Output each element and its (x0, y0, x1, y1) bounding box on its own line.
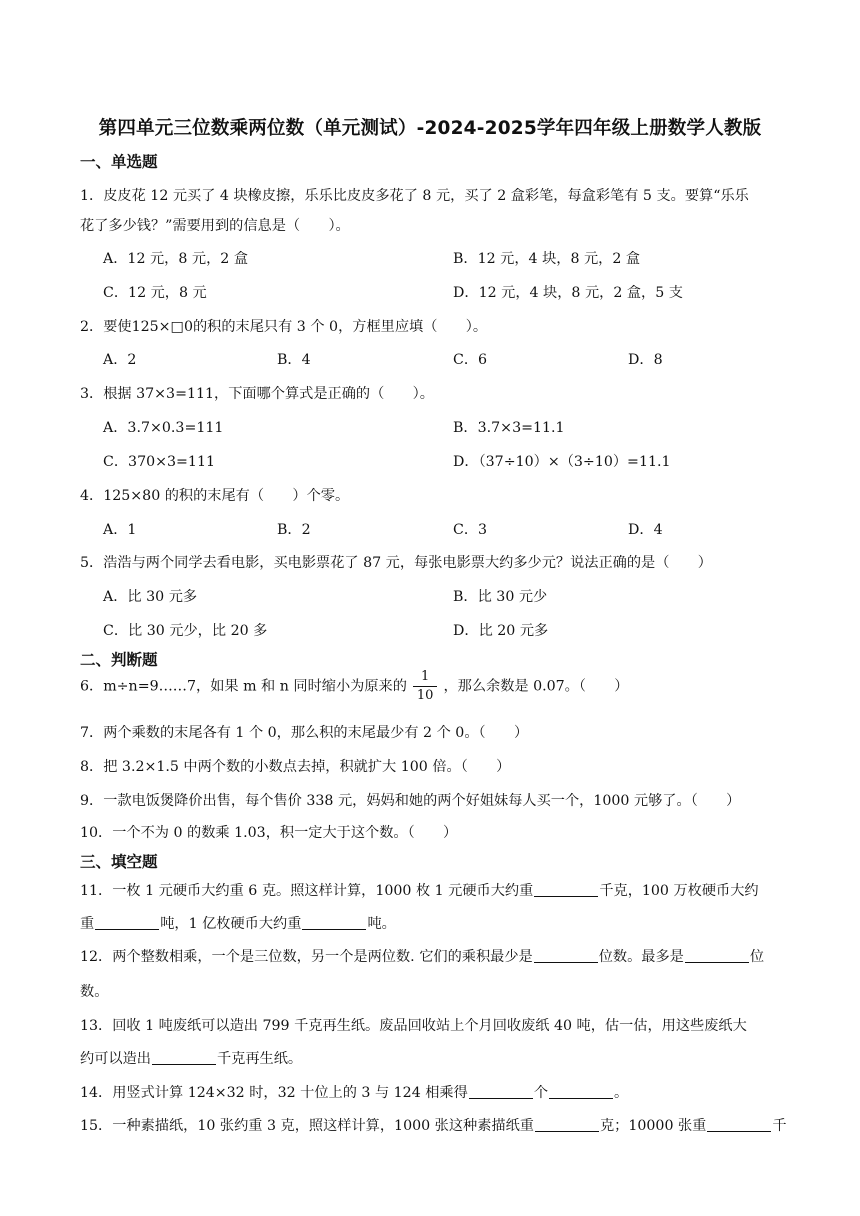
question-11-text-d: 吨，1 亿枚硬币大约重 (160, 916, 302, 932)
question-2-option-a[interactable]: A．2 (103, 352, 137, 368)
question-13-line1: 13．回收 1 吨废纸可以造出 799 千克再生纸。废品回收站上个月回收废纸 40 吨，估一估，用这些废纸大 (80, 1018, 747, 1034)
question-5-text: 5．浩浩与两个同学去看电影，买电影票花了 87 元，每张电影票大约多少元？说法正确的是（ ） (80, 555, 712, 571)
question-4-option-d[interactable]: D．4 (628, 522, 663, 538)
question-5-option-b[interactable]: B．比 30 元少 (453, 589, 548, 605)
question-6-text-before: 6．m÷n=9……7，如果 m 和 n 同时缩小为原来的 (80, 678, 407, 695)
answer-blank[interactable] (469, 1085, 533, 1099)
answer-blank[interactable] (152, 1051, 216, 1065)
question-11-text-c: 重 (80, 916, 95, 932)
question-2-option-d[interactable]: D．8 (628, 352, 663, 368)
question-1-option-a[interactable]: A．12 元，8 元，2 盒 (103, 251, 249, 267)
answer-blank[interactable] (685, 949, 749, 963)
question-11-text-b: 千克，100 万枚硬币大约 (599, 883, 759, 899)
question-12-text-a: 12．两个整数相乘，一个是三位数，另一个是两位数. 它们的乘积最少是 (80, 949, 533, 965)
question-7-text: 7．两个乘数的末尾各有 1 个 0，那么积的末尾最少有 2 个 0。（ ） (80, 725, 529, 741)
question-3-option-d[interactable]: D．（37÷10）×（3÷10）=11.1 (453, 454, 671, 470)
question-10-text: 10．一个不为 0 的数乘 1.03，积一定大于这个数。（ ） (80, 825, 458, 841)
question-15-text-a: 15．一种素描纸，10 张约重 3 克，照这样计算，1000 张这种素描纸重 (80, 1118, 534, 1134)
question-12-text-b: 位数。最多是 (598, 949, 684, 965)
question-6 (80, 668, 629, 705)
question-14-text-c: 。 (614, 1085, 629, 1101)
question-4-text: 4．125×80 的积的末尾有（ ）个零。 (80, 488, 350, 504)
question-1-text-line1: 1．皮皮花 12 元买了 4 块橡皮擦，乐乐比皮皮多花了 8 元，买了 2 盒彩笔，每盒彩笔有 5 支。要算“乐乐 (80, 188, 749, 204)
question-12-text-c: 位 (749, 949, 765, 965)
answer-blank[interactable] (302, 916, 366, 930)
answer-blank[interactable] (534, 949, 598, 963)
question-2-option-c[interactable]: C．6 (453, 352, 488, 368)
question-6-text-after: ，那么余数是 0.07。（ ） (443, 678, 629, 695)
fraction-denominator: 10 (416, 688, 434, 703)
question-1-option-d[interactable]: D．12 元，4 块，8 元，2 盒，5 支 (453, 285, 683, 301)
question-4-option-b[interactable]: B．2 (277, 522, 311, 538)
question-14-text-b: 个 (533, 1085, 549, 1101)
question-3-text: 3．根据 37×3=111，下面哪个算式是正确的（ ）。 (80, 386, 434, 402)
section-heading-true-false: 二、判断题 (80, 651, 158, 669)
page-title: 第四单元三位数乘两位数（单元测试）-2024-2025学年四年级上册数学人教版 (98, 118, 762, 139)
question-2-text: 2．要使125×□0的积的末尾只有 3 个 0，方框里应填（ ）。 (80, 319, 488, 335)
question-2-option-b[interactable]: B．4 (277, 352, 311, 368)
question-4-option-c[interactable]: C．3 (453, 522, 488, 538)
section-heading-fill-in: 三、填空题 (80, 853, 158, 871)
question-4-option-a[interactable]: A．1 (103, 522, 137, 538)
question-1-option-c[interactable]: C．12 元，8 元 (103, 285, 207, 301)
question-14-line (80, 1082, 628, 1102)
question-11-text-e: 吨。 (367, 916, 396, 932)
question-15-text-b: 克；10000 张重 (599, 1118, 707, 1134)
section-heading-single-choice: 一、单选题 (80, 153, 158, 171)
question-11-line1 (80, 880, 759, 900)
question-15-text-c: 千 (772, 1118, 787, 1134)
question-15-line (80, 1115, 787, 1135)
question-14-text-a: 14．用竖式计算 124×32 时，32 十位上的 3 与 124 相乘得 (80, 1085, 468, 1101)
question-11-line2 (80, 913, 396, 933)
question-5-option-d[interactable]: D．比 20 元多 (453, 623, 549, 639)
question-13-text-c: 千克再生纸。 (216, 1051, 303, 1067)
answer-blank[interactable] (707, 1118, 771, 1132)
question-5-option-c[interactable]: C．比 30 元少，比 20 多 (103, 623, 268, 639)
answer-blank[interactable] (534, 883, 598, 897)
question-3-option-b[interactable]: B．3.7×3=11.1 (453, 420, 565, 436)
question-11-text-a: 11．一枚 1 元硬币大约重 6 克。照这样计算，1000 枚 1 元硬币大约重 (80, 883, 534, 899)
question-1-text-line2: 花了多少钱？”需要用到的信息是（ ）。 (80, 218, 350, 234)
question-3-option-a[interactable]: A．3.7×0.3=111 (103, 420, 224, 436)
question-5-option-a[interactable]: A．比 30 元多 (103, 589, 198, 605)
question-12-line1 (80, 946, 764, 966)
question-9-text: 9．一款电饭煲降价出售，每个售价 338 元，妈妈和她的两个好姐妹每人买一个，1000 元够了。（ ） (80, 793, 741, 809)
question-8-text: 8．把 3.2×1.5 中两个数的小数点去掉，积就扩大 100 倍。（ ） (80, 759, 511, 775)
answer-blank[interactable] (535, 1118, 599, 1132)
question-3-option-c[interactable]: C．370×3=111 (103, 454, 216, 470)
answer-blank[interactable] (549, 1085, 613, 1099)
fraction-one-tenth (413, 668, 438, 705)
question-1-option-b[interactable]: B．12 元，4 块，8 元，2 盒 (453, 251, 641, 267)
question-13-line2 (80, 1048, 302, 1068)
question-13-text-b: 约可以造出 (80, 1051, 151, 1067)
fraction-numerator: 1 (413, 668, 438, 687)
answer-blank[interactable] (95, 916, 159, 930)
question-12-text-d: 数。 (80, 984, 109, 1000)
